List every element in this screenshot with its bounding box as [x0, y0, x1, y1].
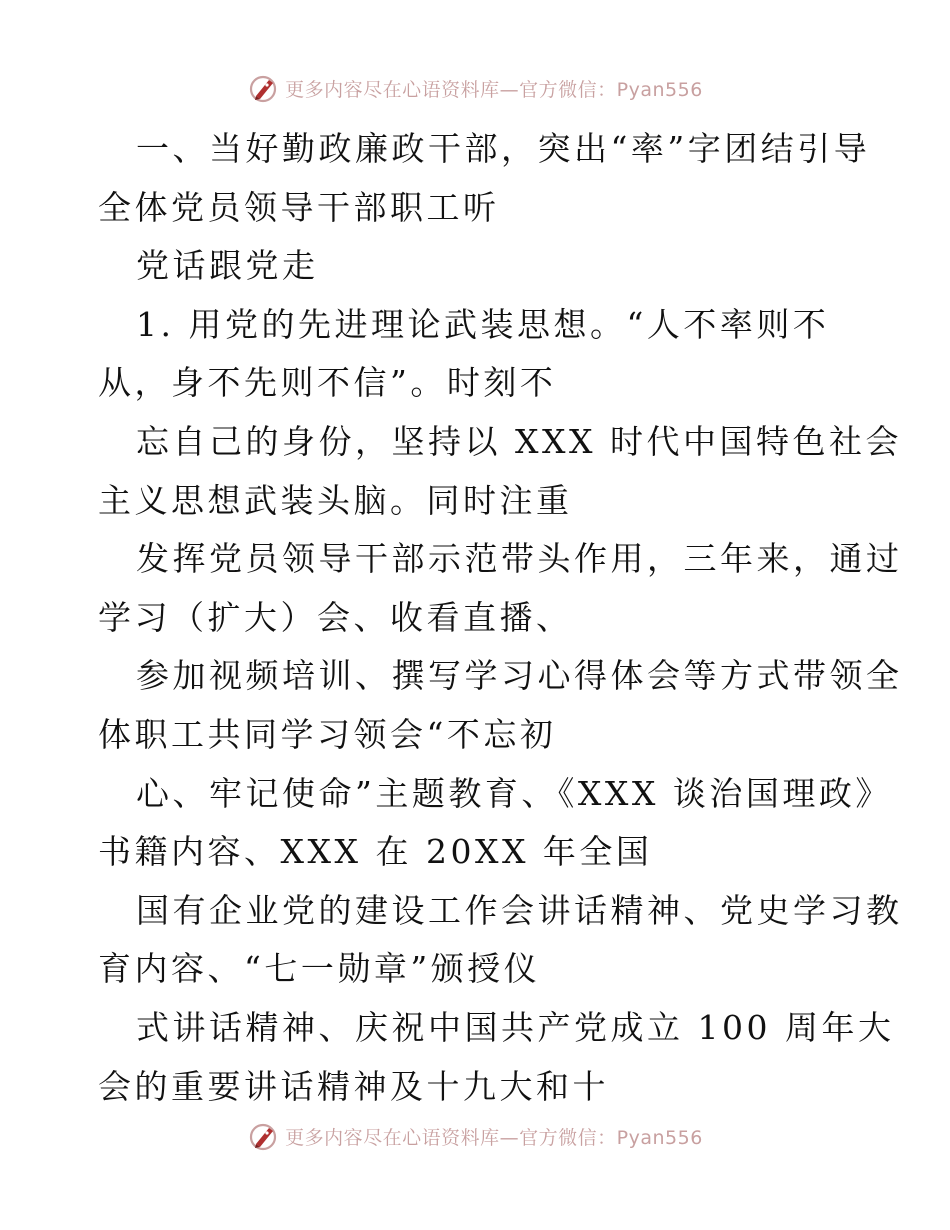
text-line: 会的重要讲话精神及十九大和十: [98, 1066, 609, 1106]
watermark-footer: [0, 1120, 950, 1152]
text-line: 1. 用党的先进理论武装思想。“人不率则不: [136, 304, 830, 344]
text-line: 心、牢记使命”主题教育、《XXX 谈治国理政》: [136, 773, 892, 813]
text-line: 主义思想武装头脑。同时注重: [98, 480, 573, 520]
watermark-text: 更多内容尽在心语资料库—官方微信：Pyan556: [285, 1126, 703, 1149]
text-line: 全体党员领导干部职工听: [98, 187, 500, 227]
text-line: 国有企业党的建设工作会讲话精神、党史学习教: [136, 890, 903, 930]
text-line: 从，身不先则不信”。时刻不: [98, 363, 557, 403]
text-line: 式讲话精神、庆祝中国共产党成立 100 周年大: [136, 1007, 895, 1047]
watermark-text: 更多内容尽在心语资料库—官方微信：Pyan556: [285, 78, 703, 101]
text-line: 书籍内容、XXX 在 20XX 年全国: [98, 832, 653, 872]
text-line: 发挥党员领导干部示范带头作用，三年来，通过: [136, 539, 903, 579]
text-line: 参加视频培训、撰写学习心得体会等方式带领全: [136, 656, 903, 696]
text-line: 体职工共同学习领会“不忘初: [98, 714, 557, 754]
pen-logo-icon: [247, 1120, 279, 1152]
pen-logo-icon: [247, 72, 279, 104]
text-line: 育内容、“七一勋章”颁授仪: [98, 949, 541, 989]
watermark-header: [0, 72, 950, 104]
document-body: [98, 120, 903, 1116]
text-line: 忘自己的身份，坚持以 XXX 时代中国特色社会: [136, 421, 902, 461]
text-line: 党话跟党走: [136, 246, 319, 286]
text-line: 学习（扩大）会、收看直播、: [98, 597, 573, 637]
text-line: 一、当好勤政廉政干部，突出“率”字团结引导: [136, 129, 871, 168]
